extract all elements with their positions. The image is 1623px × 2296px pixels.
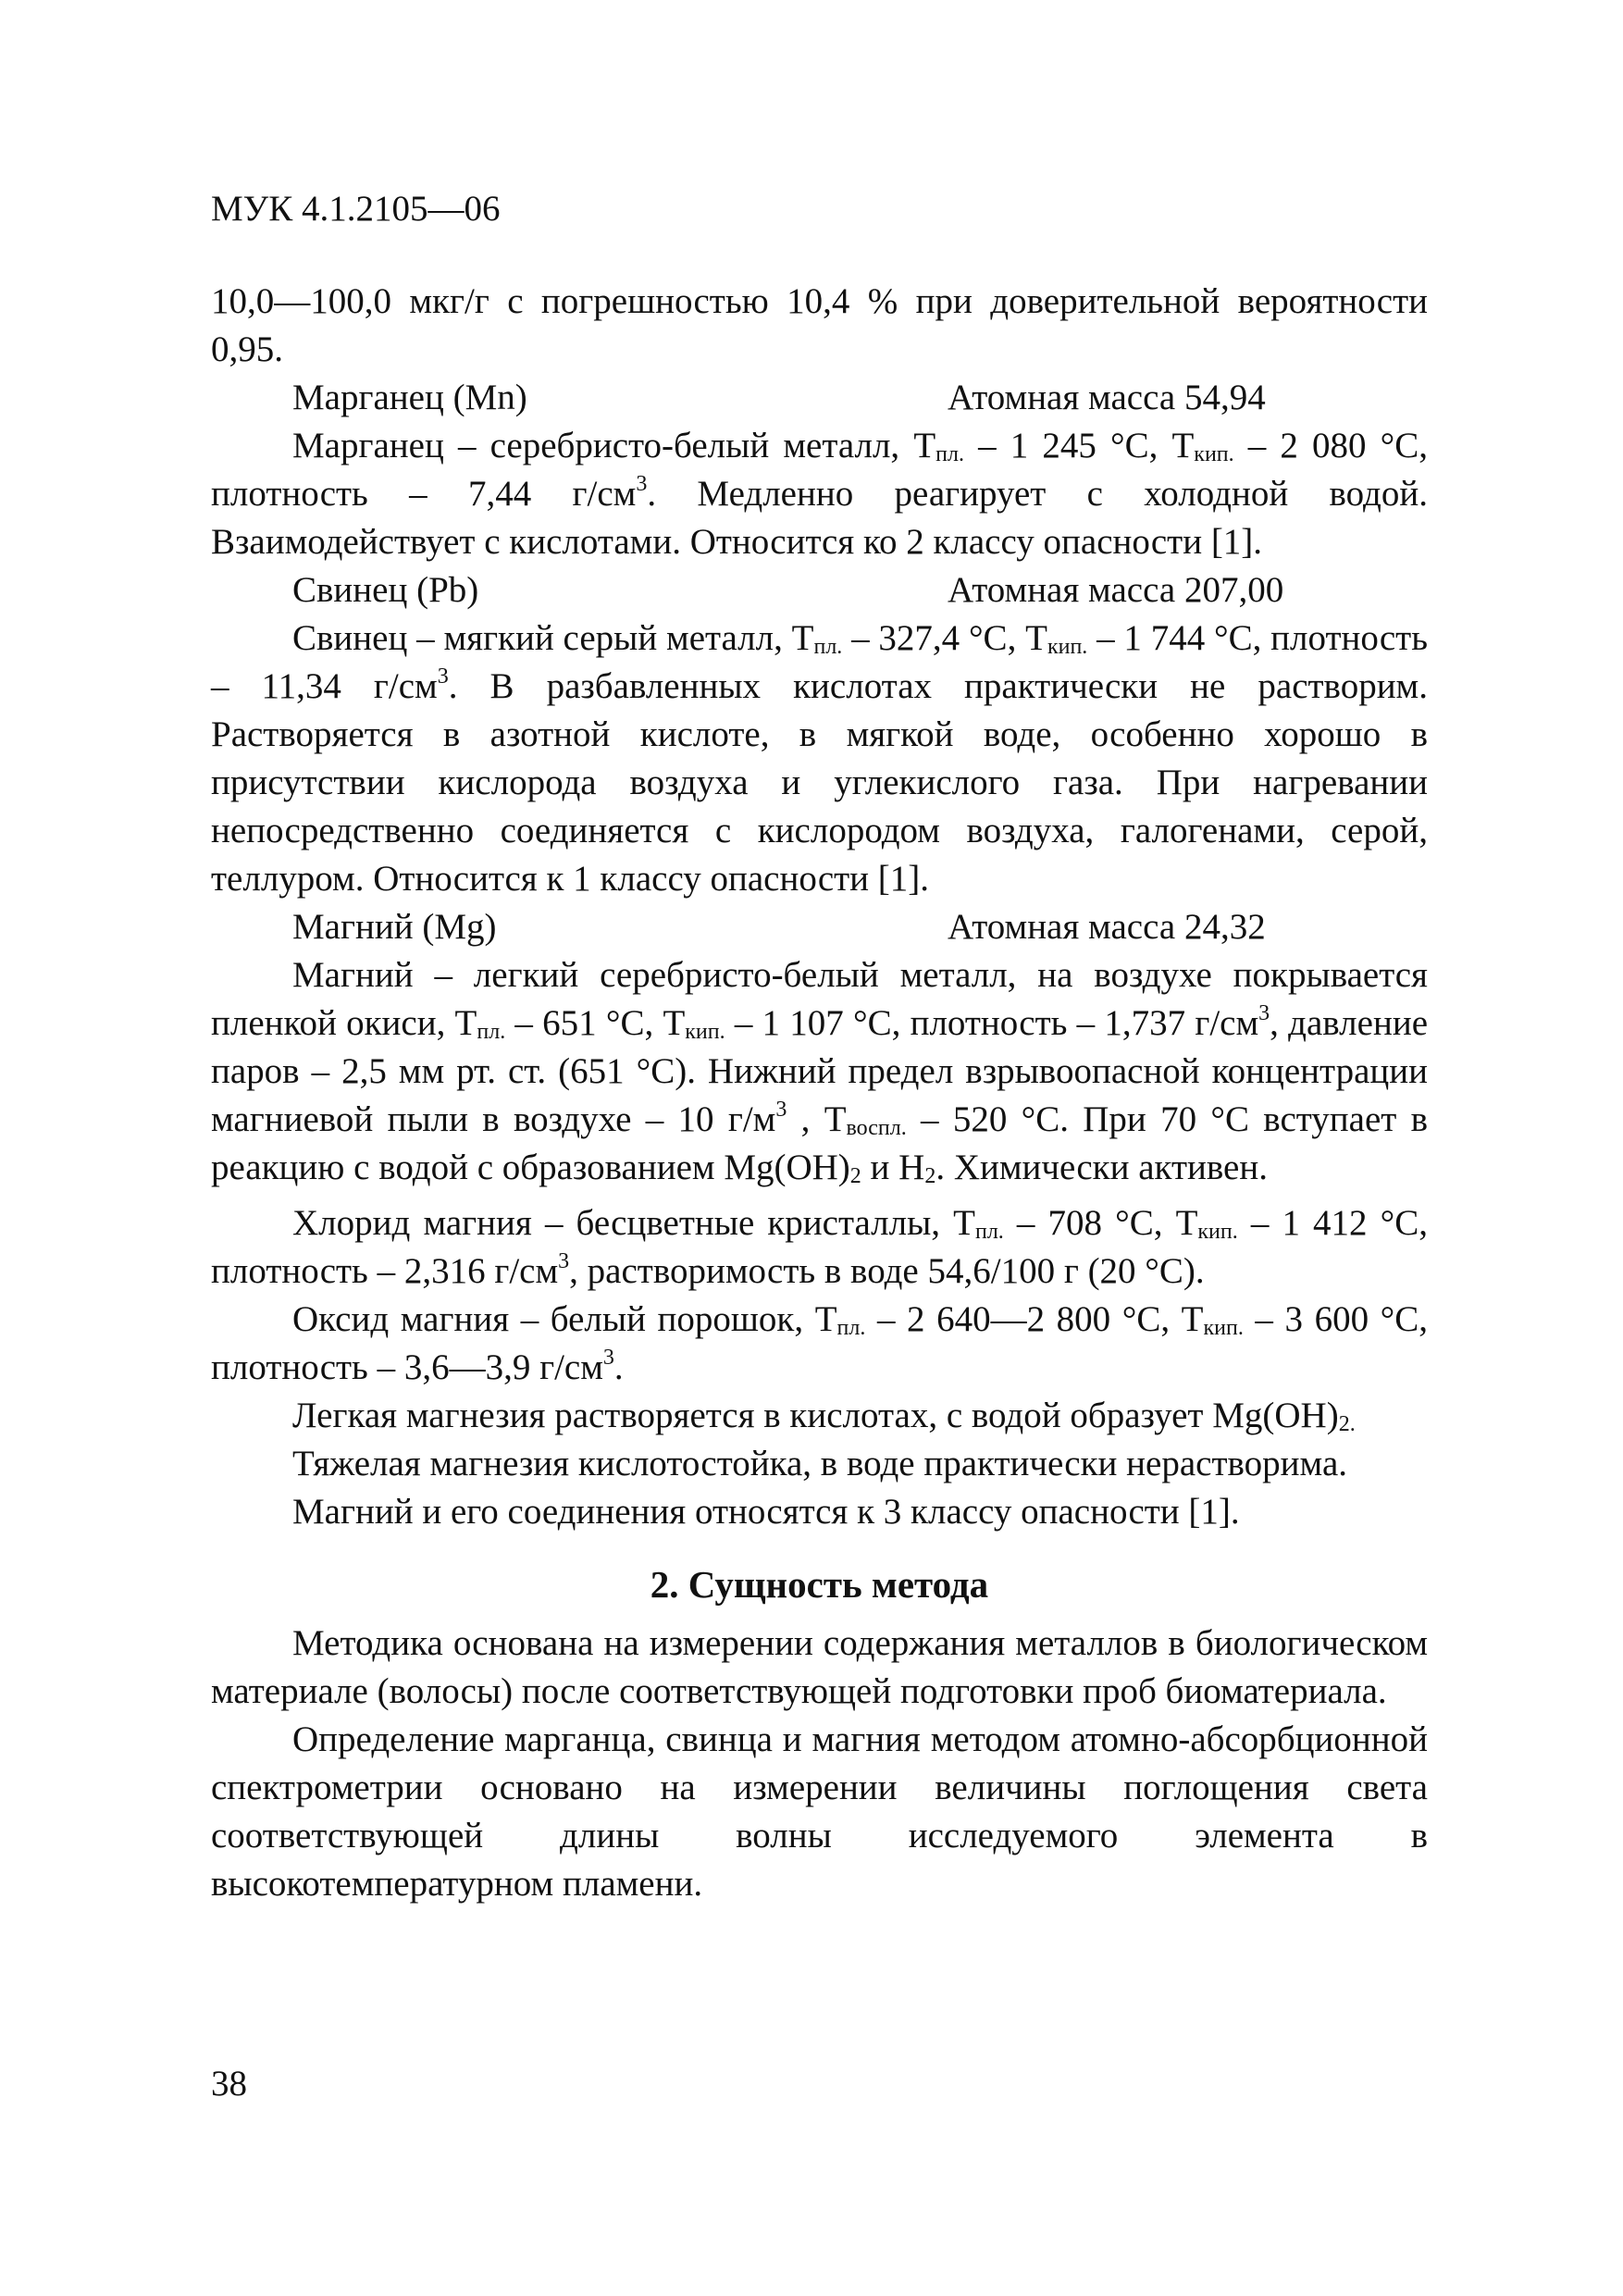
manganese-name: Марганец (Mn) xyxy=(292,378,527,417)
lead-heading-row xyxy=(211,566,1428,614)
lead-atomic-mass: Атомная масса 207,00 xyxy=(948,570,1284,610)
magnesium-oxide-paragraph: Оксид магния – белый порошок, $Т_{пл.} - 2$ 640—2 800 °С, $Т_{кип.} - 3$ 600 °С, плотность – 3,6—3,9 $г/см^3$. xyxy=(211,1299,1429,1387)
method-paragraph-1: Методика основана на измерении содержания металлов в биологическом материале (волосы) после соответствующей подготовки проб биоматериала. xyxy=(211,1623,1428,1711)
magnesium-atomic-mass: Атомная масса 24,32 xyxy=(948,907,1266,947)
manganese-description: Марганец – серебристо-белый металл, $Т_{пл.} - 1$ 245 °С, $Т_{кип.} - 2$ 080 °С, плотность – 7,44 $г/см^3$. Медленно реагирует с холодной водой. Взаимодействует с кислотами. Относится ко 2 классу опасности [1]. xyxy=(211,426,1428,562)
magnesium-name: Магний (Mg) xyxy=(292,907,497,947)
section-heading: 2. Сущность метода xyxy=(650,1563,989,1606)
hazard-class-paragraph: Магний и его соединения относятся к 3 классу опасности [1]. xyxy=(292,1492,1240,1532)
lead-description: Свинец – мягкий серый металл, $Т_{пл.} - 327,4$ °С, $Т_{кип.} - 1$ 744 °С, плотность – 11,34 $г/см^3$. В разбавленных кислотах практически не растворим. Растворяется в азотной кислоте, в мягкой воде, особенно хорошо в присутствии кислорода воздуха и углекислого газа. При нагревании непосредственно соединяется с кислородом воздуха, галогенами, серой, теллуром. Относится к 1 классу опасности [1]. xyxy=(211,618,1429,899)
magnesium-heading-row xyxy=(211,903,1428,951)
method-paragraph-2: Определение марганца, свинца и магния методом атомно-абсорбционной спектрометрии основано на измерении величины поглощения света соответствующей длины волны исследуемого элемента в высокотемпературном пламени. xyxy=(211,1719,1428,1904)
lead-name: Свинец (Pb) xyxy=(292,570,479,610)
document-code-header: МУК 4.1.2105—06 xyxy=(211,189,501,229)
manganese-heading-row xyxy=(211,374,1428,422)
intro-tail-paragraph: 10,0—100,0 мкг/г с погрешностью 10,4 % при доверительной вероятности 0,95. xyxy=(211,281,1428,369)
page-body xyxy=(211,278,1428,1908)
page-number: 38 xyxy=(211,2064,247,2104)
light-magnesia-paragraph: Легкая магнезия растворяется в кислотах, с водой образует $Mg(OH)_{2.}$ xyxy=(292,1396,1356,1436)
magnesium-description: Магний – легкий серебристо-белый металл, на воздухе покрывается пленкой окиси, $Т_{пл.} - 651$ °С, $Т_{кип.} - 1$ 107 °С, плотность – 1,737 $г/см^3$, давление паров – 2,5 мм рт. ст. (651 °С). Нижний предел взрывоопасной концентрации магниевой пыли в воздухе – 10 $г/м^3$ , $Т_{воспл.} - 520$ °С. При 70 °С вступает в реакцию с водой с образованием $Mg(OH)_2$ и $Н_2$. Химически активен. xyxy=(211,955,1429,1188)
magnesium-chloride-paragraph: Хлорид магния – бесцветные кристаллы, $Т_{пл.} - 708$ °С, $Т_{кип.} - 1$ 412 °С, плотность – 2,316 $г/см^3$, растворимость в воде 54,6/100 г (20 °С). xyxy=(211,1203,1429,1291)
manganese-atomic-mass: Атомная масса 54,94 xyxy=(948,378,1266,417)
heavy-magnesia-paragraph: Тяжелая магнезия кислотостойка, в воде практически нерастворима. xyxy=(292,1444,1348,1483)
